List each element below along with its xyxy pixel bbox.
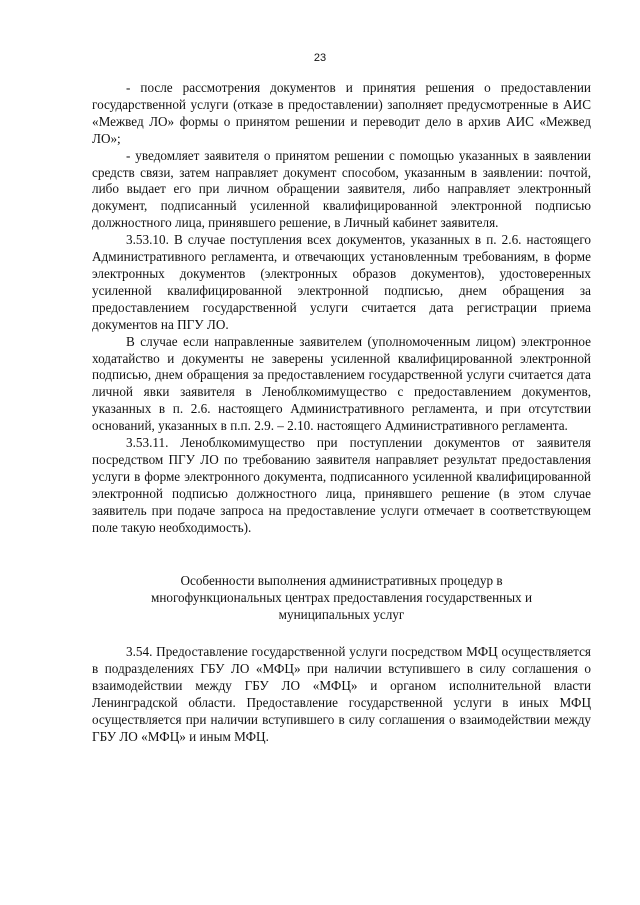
paragraph-3-53-11: 3.53.11. Леноблкомимущество при поступлении документов от заявителя посредством ПГУ ЛО по требованию заявителя направляет результат предоставления услуги в форме электронного документа, подписанного усиленной квалифицированной электронной подписью должностного лица, принявшего решение (в этом случае заявитель при подаче запроса на предоставление услуги отмечает в соответствующем поле такую необходимость). bbox=[92, 435, 591, 535]
section-heading-line: муниципальных услуг bbox=[278, 607, 405, 623]
document-body bbox=[92, 80, 591, 746]
section-heading bbox=[92, 573, 591, 624]
page-number: 23 bbox=[313, 52, 327, 64]
section-heading-line: Особенности выполнения административных процедур в bbox=[180, 573, 503, 589]
paragraph-3-53-10: 3.53.10. В случае поступления всех документов, указанных в п. 2.6. настоящего Административного регламента, и отвечающих установленным требованиям, в форме электронных документов (электронных образов документов), удостоверенных усиленной квалифицированной электронной подписью, днем обращения за предоставлением государственной услуги считается дата регистрации приема документов на ПГУ ЛО. bbox=[92, 232, 591, 332]
section-heading-line: многофункциональных центрах предоставления государственных и bbox=[150, 590, 532, 606]
paragraph-archive: - после рассмотрения документов и принятия решения о предоставлении государственной услуги (отказе в предоставлении) заполняет предусмотренные в АИС «Межвед ЛО» формы о принятом решении и переводит дело в архив АИС «Межвед ЛО»; bbox=[92, 80, 591, 146]
paragraph-unsigned-documents: В случае если направленные заявителем (уполномоченным лицом) электронное ходатайство и документы не заверены усиленной квалифицированной электронной подписью, днем обращения за предоставлением государственной услуги считается дата личной явки заявителя в Леноблкомимущество с предоставлением документов, указанных в п. 2.6. настоящего Административного регламента, и при отсутствии оснований, указанных в п.п. 2.9. – 2.10. настоящего Административного регламента. bbox=[92, 333, 591, 434]
paragraph-3-54: 3.54. Предоставление государственной услуги посредством МФЦ осуществляется в подразделениях ГБУ ЛО «МФЦ» при наличии вступившего в силу соглашения о взаимодействии между ГБУ ЛО «МФЦ» и органом исполнительной власти Ленинградской области. Предоставление государственной услуги в иных МФЦ осуществляется при наличии вступившего в силу соглашения о взаимодействии между ГБУ ЛО «МФЦ» и иным МФЦ. bbox=[92, 644, 591, 744]
paragraph-notify: - уведомляет заявителя о принятом решении с помощью указанных в заявлении средств связи, затем направляет документ способом, указанным в заявлении: почтой, либо выдает его при личном обращении заявителя, либо направляет электронный документ, подписанный усиленной квалифицированной электронной подписью должностного лица, принявшего решение, в Личный кабинет заявителя. bbox=[92, 147, 591, 231]
